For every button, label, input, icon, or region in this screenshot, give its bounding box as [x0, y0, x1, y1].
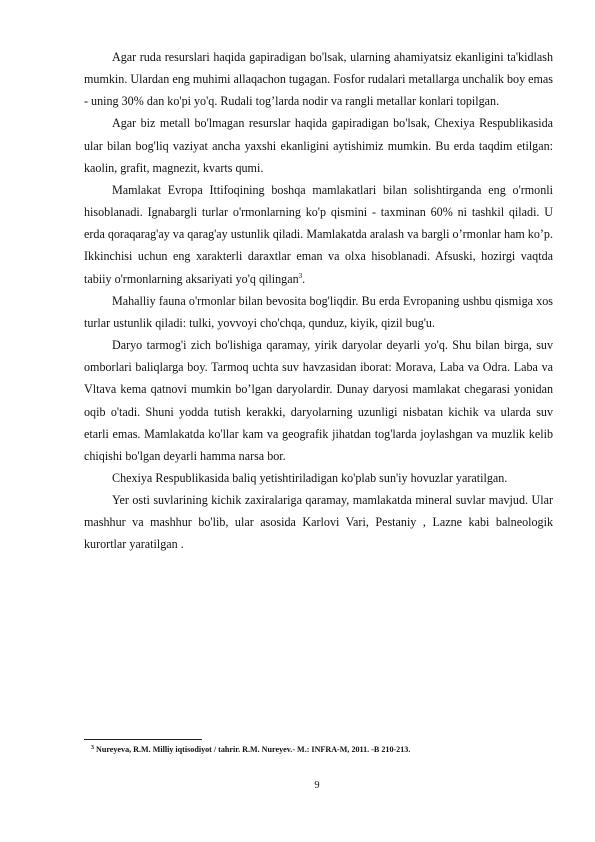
paragraph-forests-end: .	[302, 271, 306, 286]
footnote-text: Nureyeva, R.M. Milliy iqtisodiyot / tahrir. R.M. Nureyev.- M.: INFRA-M, 2011. -B 210-213.	[96, 745, 411, 754]
footnote: 3 Nureyeva, R.M. Milliy iqtisodiyot / tahrir. R.M. Nureyev.- M.: INFRA-M, 2011. -B 210-213.	[91, 745, 411, 754]
paragraph-forests	[84, 179, 553, 290]
paragraph-fish-ponds: Chexiya Respublikasida baliq yetishtiriladigan ko'plab sun'iy hovuzlar yaratilgan.	[112, 470, 508, 485]
page-number: 9	[314, 780, 320, 791]
paragraph-forests-text: Mamlakat Evropa Ittifoqining boshqa mamlakatlari bilan solishtirganda eng o'rmonli hisoblanadi. Ignabargli turlar o'rmonlarning ko'p qismini - taxminan 60% ni tashkil qiladi. U erda qoraqarag'ay va qarag'ay ustunlik qiladi. Mamlakatda aralash va bargli o’rmonlar ham ko’p. Ikkinchisi uchun eng xarakterli daraxtlar eman va olxa hisoblanadi. Afsuski, hozirgi vaqtda tabiiy o'rmonlarning aksariyati yo'q qilingan	[84, 182, 553, 286]
footnote-reference[interactable]: 3	[298, 271, 303, 280]
paragraph-mineral-waters: Yer osti suvlarining kichik zaxiralariga qaramay, mamlakatda mineral suvlar mavjud. Ular mashhur va mashhur bo'lib, ular asosida Karlovi Vari, Pestaniy , Lazne kabi balneologik kurortlar yaratilgan .	[84, 493, 553, 552]
paragraph-fauna: Mahalliy fauna o'rmonlar bilan bevosita bog'liqdir. Bu erda Evropaning ushbu qismiga xos turlar ustunlik qiladi: tulki, yovvoyi cho'chqa, qunduz, kiyik, qizil bug'u.	[84, 293, 553, 330]
paragraph-ore-resources: Agar ruda resurslari haqida gapiradigan bo'lsak, ularning ahamiyatsiz ekanligini ta'kidlash mumkin. Ulardan eng muhimi allaqachon tugagan. Fosfor rudalari metallarga unchalik boy emas - uning 30% dan ko'pi yo'q. Rudali tog’larda nodir va rangli metallar konlari topilgan.	[84, 50, 553, 109]
paragraph-nonmetal-resources: Agar biz metall bo'lmagan resurslar haqida gapiradigan bo'lsak, Chexiya Respublikasida ular bilan bog'liq vaziyat ancha yaxshi ekanligini aytishimiz mumkin. Bu erda taqdim etilgan: kaolin, grafit, magnezit, kvarts qumi.	[84, 116, 553, 175]
footnote-divider	[84, 739, 202, 740]
paragraph-rivers: Daryo tarmog'i zich bo'lishiga qaramay, yirik daryolar deyarli yo'q. Shu bilan birga, suv omborlari baliqlarga boy. Tarmoq uchta suv havzasidan iborat: Morava, Laba va Odra. Laba va Vltava kema qatnovi mumkin bo’lgan daryolardir. Dunay daryosi mamlakat chegarasi yonidan oqib o'tadi. Shuni yodda tutish kerakki, daryolarning uzunligi nisbatan kichik va ularda suv etarli emas. Mamlakatda ko'llar kam va geografik jihatdan tog'larda joylashgan va muzlik kelib chiqishi bo'lgan deyarli hamma narsa bor.	[84, 338, 553, 463]
document-body	[84, 46, 553, 556]
